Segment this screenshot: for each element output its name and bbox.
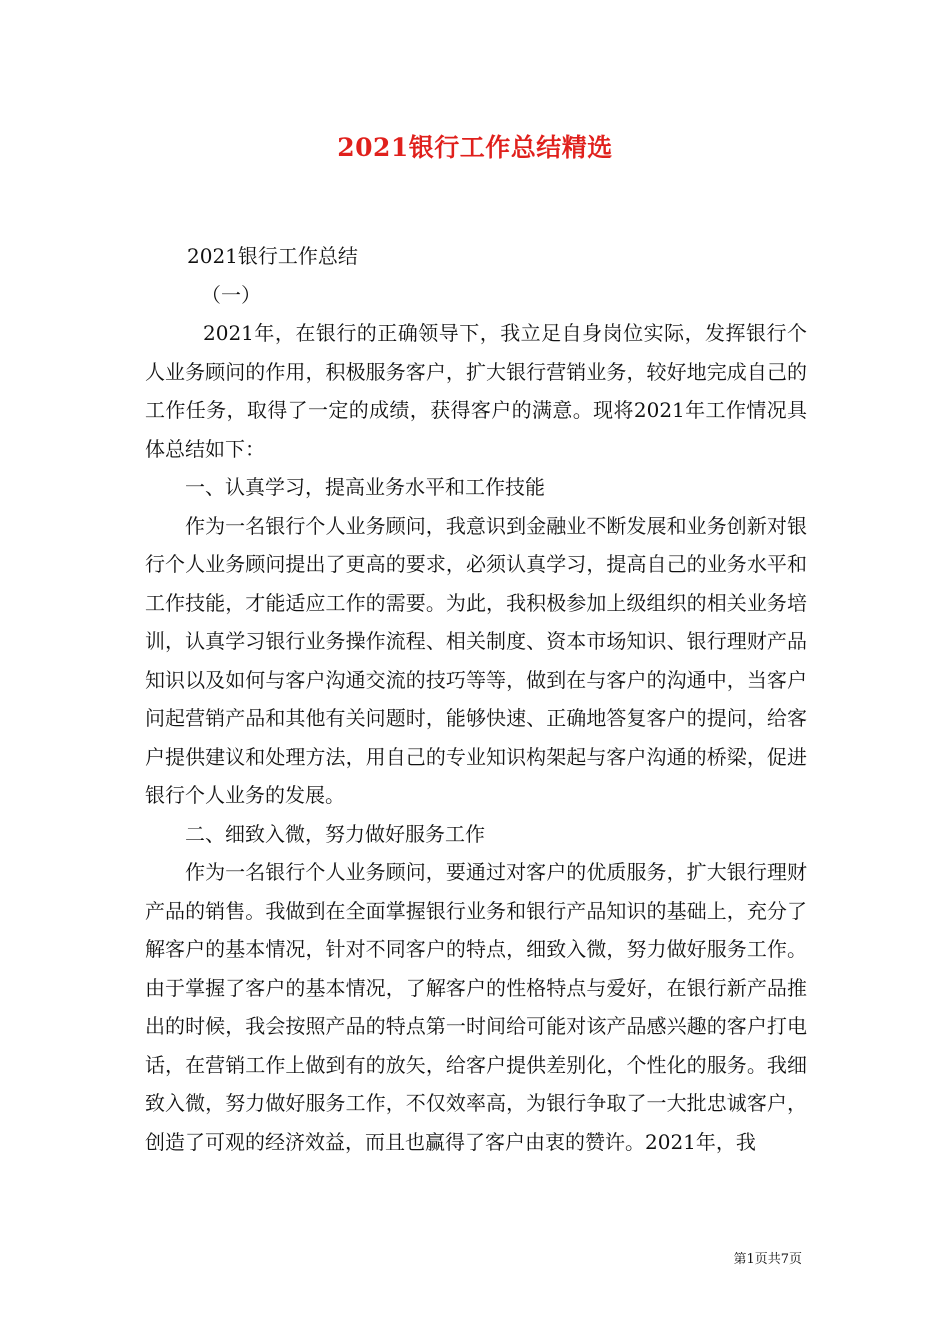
intro-paragraph: 2021年，在银行的正确领导下，我立足自身岗位实际，发挥银行个人业务顾问的作用，积极服务客户，扩大银行营销业务，较好地完成自己的工作任务，取得了一定的成绩，获得客户的满意。现将2021年工作情况具体总结如下： xyxy=(145,321,807,461)
section-2-paragraph: 作为一名银行个人业务顾问，要通过对客户的优质服务，扩大银行理财产品的销售。我做到在全面掌握银行业务和银行产品知识的基础上，充分了解客户的基本情况，针对不同客户的特点，细致入微，努力做好服务工作。由于掌握了客户的基本情况，了解客户的性格特点与爱好，在银行新产品推出的时候，我会按照产品的特点第一时间给可能对该产品感兴趣的客户打电话，在营销工作上做到有的放矢，给客户提供差别化，个性化的服务。我细致入微，努力做好服务工作，不仅效率高，为银行争取了一大批忠诚客户，创造了可观的经济效益，而且也赢得了客户由衷的赞许。2021年，我 xyxy=(145,860,807,1154)
section-number: （一） xyxy=(201,282,261,307)
document-title: 2021银行工作总结精选 xyxy=(337,133,613,162)
section-heading-2: 二、细致入微，努力做好服务工作 xyxy=(185,821,485,846)
document-body xyxy=(145,237,807,1161)
page-footer: 第1页共7页 xyxy=(733,1252,802,1267)
section-1-paragraph: 作为一名银行个人业务顾问，我意识到金融业不断发展和业务创新对银行个人业务顾问提出了更高的要求，必须认真学习，提高自己的业务水平和工作技能，才能适应工作的需要。为此，我积极参加上级组织的相关业务培训，认真学习银行业务操作流程、相关制度、资本市场知识、银行理财产品知识以及如何与客户沟通交流的技巧等等，做到在与客户的沟通中，当客户问起营销产品和其他有关问题时，能够快速、正确地答复客户的提问，给客户提供建议和处理方法，用自己的专业知识构架起与客户沟通的桥梁，促进银行个人业务的发展。 xyxy=(145,513,807,807)
document-subtitle: 2021银行工作总结 xyxy=(187,244,358,268)
section-heading-1: 一、认真学习，提高业务水平和工作技能 xyxy=(185,475,545,499)
